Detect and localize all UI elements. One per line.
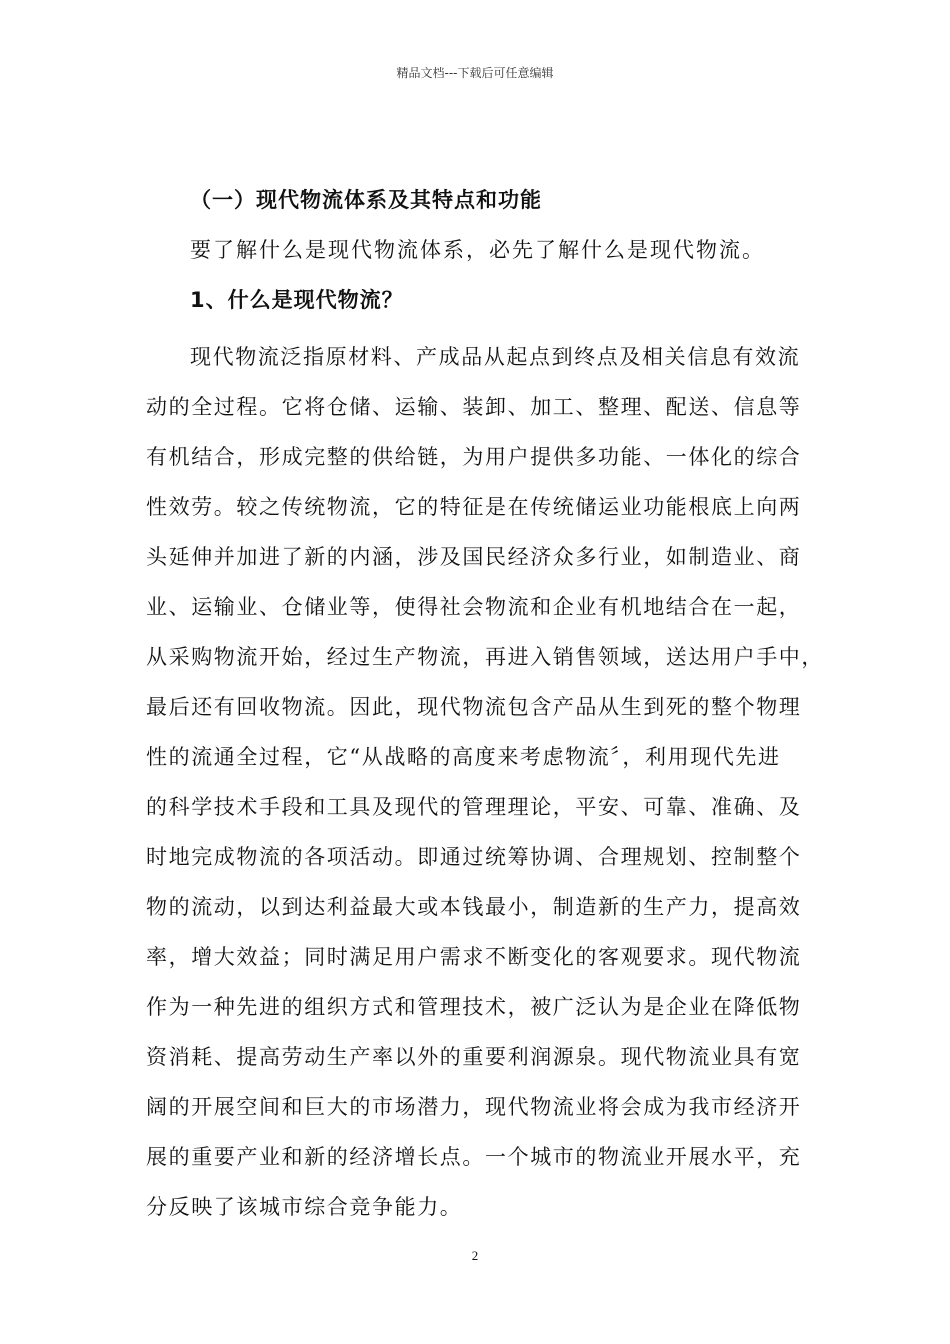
sub-heading: 1、什么是现代物流？ — [190, 288, 404, 312]
body-line: 展的重要产业和新的经济增长点。一个城市的物流业开展水平，充 — [146, 1145, 802, 1169]
body-line: 性效劳。较之传统物流，它的特征是在传统储运业功能根底上向两 — [146, 495, 802, 519]
body-line: 率，增大效益；同时满足用户需求不断变化的客观要求。现代物流 — [146, 945, 802, 969]
body-line: 分反映了该城市综合竞争能力。 — [146, 1195, 463, 1219]
body-line: 最后还有回收物流。因此，现代物流包含产品从生到死的整个物理 — [146, 695, 802, 719]
body-line: 作为一种先进的组织方式和管理技术，被广泛认为是企业在降低物 — [146, 995, 802, 1019]
body-line: 性的流通全过程，它“从战略的高度来考虑物流〞，利用现代先进 — [146, 745, 781, 769]
body-line: 动的全过程。它将仓储、运输、装卸、加工、整理、配送、信息等 — [146, 395, 802, 419]
body-line: 头延伸并加进了新的内涵，涉及国民经济众多行业，如制造业、商 — [146, 545, 802, 569]
body-line: 现代物流泛指原材料、产成品从起点到终点及相关信息有效流 — [190, 345, 801, 369]
body-line: 业、运输业、仓储业等，使得社会物流和企业有机地结合在一起， — [146, 595, 802, 619]
body-line: 时地完成物流的各项活动。即通过统筹协调、合理规划、控制整个 — [146, 845, 802, 869]
intro-paragraph: 要了解什么是现代物流体系，必先了解什么是现代物流。 — [190, 238, 765, 262]
body-line: 阔的开展空间和巨大的市场潜力，现代物流业将会成为我市经济开 — [146, 1095, 802, 1119]
page-number: 2 — [471, 1248, 479, 1263]
body-line: 有机结合，形成完整的供给链，为用户提供多功能、一体化的综合 — [146, 445, 802, 469]
body-line: 物的流动，以到达利益最大或本钱最小，制造新的生产力，提高效 — [146, 895, 802, 919]
body-line: 的科学技术手段和工具及现代的管理理论，平安、可靠、准确、及 — [146, 795, 802, 819]
section-heading: （一）现代物流体系及其特点和功能 — [190, 188, 542, 212]
body-line: 从采购物流开始，经过生产物流，再进入销售领域，送达用户手中， — [146, 645, 824, 669]
body-line: 资消耗、提高劳动生产率以外的重要利润源泉。现代物流业具有宽 — [146, 1045, 802, 1069]
body-paragraph — [146, 332, 826, 1232]
page-header-watermark: 精品文档---下载后可任意编辑 — [396, 66, 554, 80]
